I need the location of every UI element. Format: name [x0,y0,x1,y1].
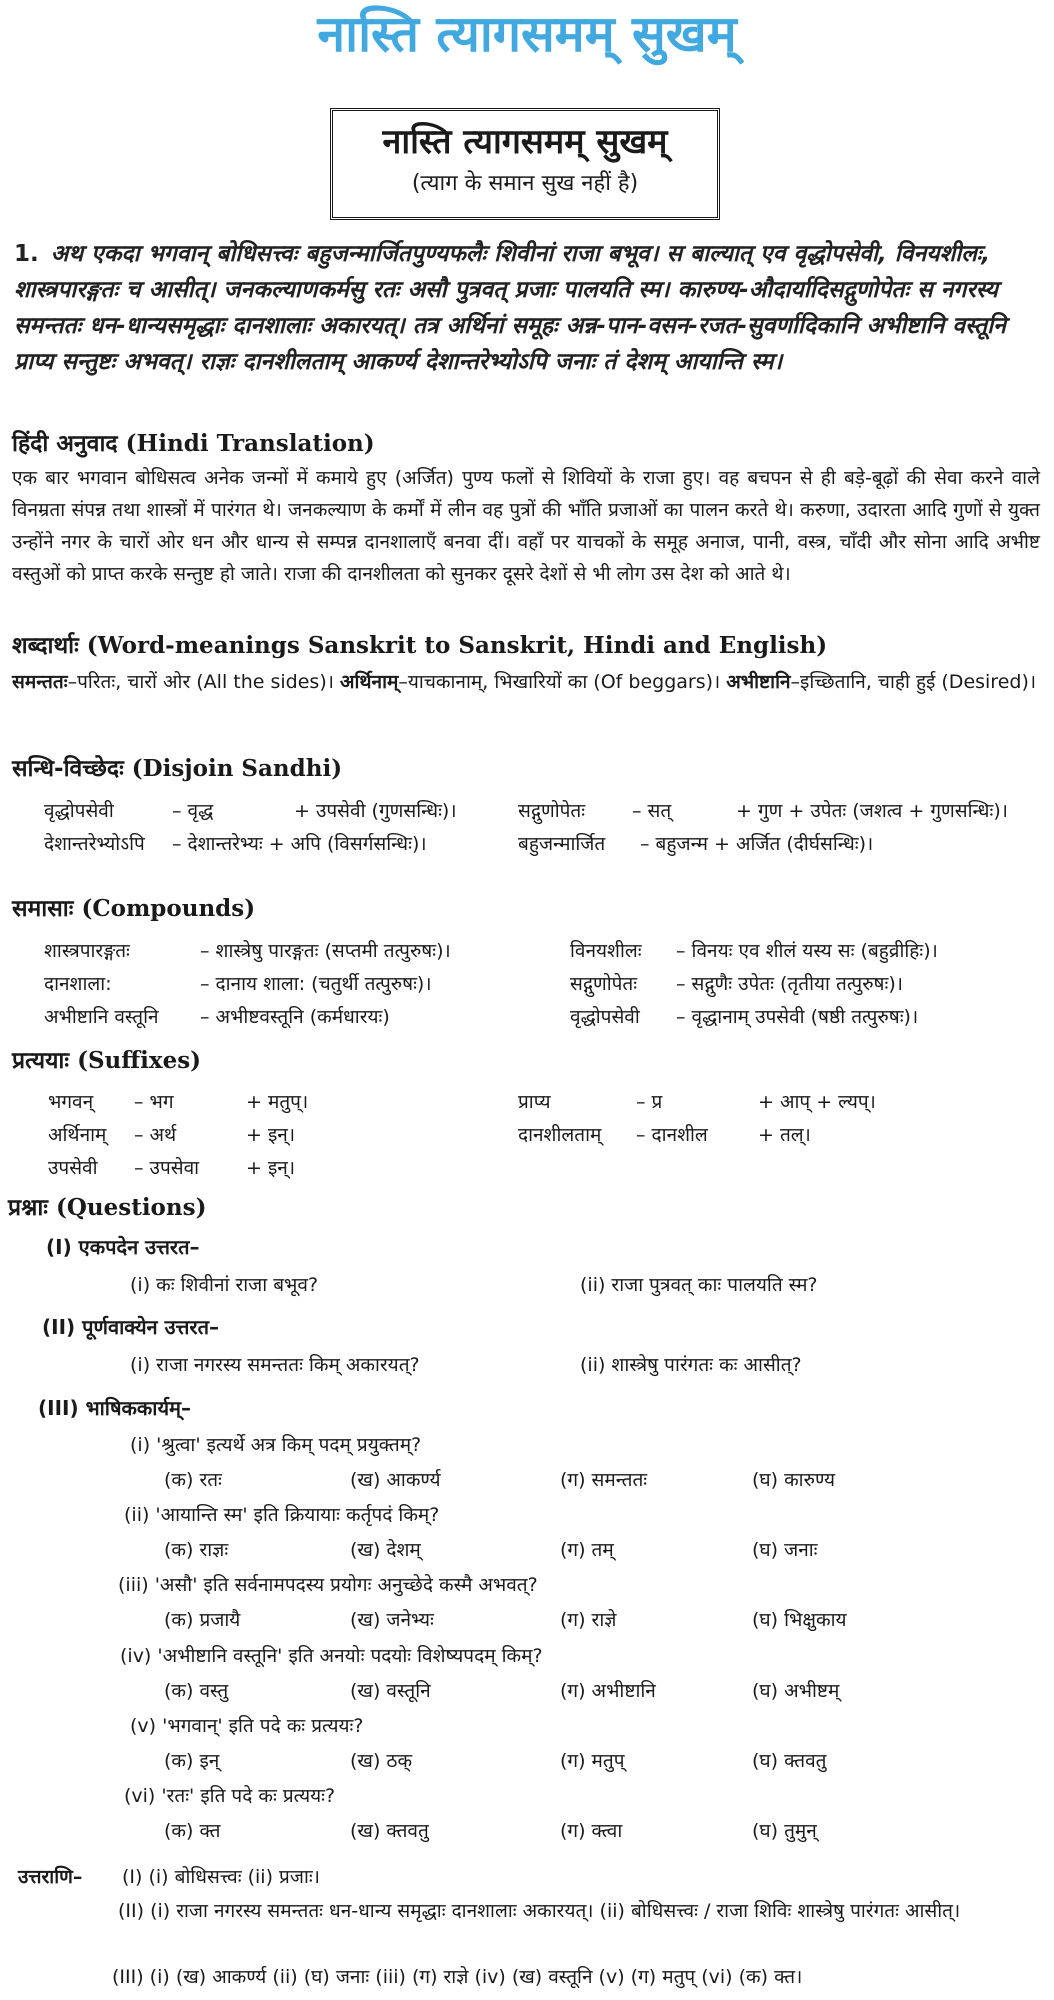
sandhi-word: सद्गुणोपेतः [518,800,586,822]
suffix-word: अर्थिनाम् [48,1124,107,1146]
word: समन्ततः [12,671,68,693]
compound-word: दानशाला: [44,973,112,995]
one-word-heading: (I) एकपदेन उत्तरत– [46,1235,200,1259]
suffix-suffix: + इन्। [246,1124,296,1146]
option: (ग) क्त्वा [560,1820,623,1842]
page-title: नास्ति त्यागसमम् सुखम् [317,5,737,63]
suffix-row [0,1152,1054,1184]
compound-explanation: – सद्गुणैः उपेतः (तृतीया तत्पुरुषः)। [676,973,903,995]
suffix-base: – उपसेवा [134,1157,200,1179]
compound-row [0,935,1054,967]
answer-3: (III) (i) (ख) आकर्ण्य (ii) (घ) जनाः (iii) (ग) राज्ञे (iv) (ख) वस्तूनि (v) (ग) मतुप् (vi) (क) क्त। [112,1966,803,1988]
answers-label: उत्तराणि– [18,1866,83,1888]
answer-2: (II) (i) राजा नगरस्य समन्ततः धन-धान्य समृद्धाः दानशालाः अकारयत्। (ii) बोधिसत्त्वः / राजा शिविः शास्त्रेषु पारंगतः आसीत्। [118,1900,961,1922]
option: (घ) भिक्षुकाय [752,1609,847,1631]
option: (क) क्त [164,1820,221,1842]
suffix-word: उपसेवी [48,1157,98,1179]
compound-word: शास्त्रपारङ्गतः [44,940,130,962]
word: अभीष्टानि [726,671,791,693]
suffixes-heading [12,1045,201,1077]
heading-en: (Questions) [55,1194,207,1221]
suffix-row [0,1119,1054,1151]
suffix-word: भगवन् [48,1091,94,1113]
compound-explanation: – विनयः एव शीलं यस्य सः (बहुव्रीहिः)। [676,940,938,962]
option: (क) इन् [164,1750,220,1772]
heading-hi: प्रत्ययाः [12,1048,70,1074]
meaning: –याचकानाम्, भिखारियों का (Of beggars)। [398,671,721,693]
question-item: (v) 'भगवान्' इति पदे कः प्रत्ययः? [130,1715,364,1737]
option: (क) प्रजायै [164,1609,241,1631]
sandhi-word: वृद्धोपसेवी [44,800,114,822]
option: (क) रतः [164,1469,222,1491]
suffix-word: प्राप्य [518,1091,551,1113]
chapter-box [330,108,720,220]
question-item: (iv) 'अभीष्टानि वस्तूनि' इति अनयोः पदयोः विशेष्यपदम् किम्? [120,1645,543,1667]
question-item: (i) 'श्रुत्वा' इत्यर्थे अत्र किम् पदम् प्रयुक्तम्? [130,1434,422,1456]
option: (ख) वस्तूनि [350,1680,431,1702]
option: (घ) तुमुन् [752,1820,817,1842]
compound-word: वृद्धोपसेवी [570,1006,640,1028]
compound-row [0,968,1054,1000]
compounds-heading [12,893,255,925]
passage-number: 1. [14,241,39,267]
option: (क) राज्ञः [164,1539,229,1561]
heading-hi: शब्दार्थाः [12,633,79,659]
compound-word: विनयशीलः [570,940,642,962]
suffix-suffix: + तल्। [758,1124,811,1146]
option: (ख) देशम् [350,1539,421,1561]
suffix-row [0,1086,1054,1118]
question-item: (ii) 'आयान्ति स्म' इति क्रियायाः कर्तृपदं किम्? [124,1504,440,1526]
hindi-translation-text: एक बार भगवान बोधिसत्व अनेक जन्मों में कमाये हुए (अर्जित) पुण्य फलों से शिवियों के राजा हुए। वह बचपन से ही बड़े-बूढ़ों की सेवा करने वाले विनम्रता संपन्न तथा शास्त्रों में पारंगत थे। जनकल्याण के कर्मों में लीन वह पुत्रों की भाँति प्रजाओं का पालन करते थे। करुणा, उदारता आदि गुणों से युक्त उन्होंने नगर के चारों ओर धन और धान्य से सम्पन्न दानशालाएँ बनवा दीं। वहाँ पर याचकों के समूह अनाज, पानी, वस्त्र, चाँदी और सोना आदि अभीष्ट वस्तुओं को प्राप्त करके सन्तुष्ट हो जाते। राजा की दानशीलता को सुनकर दूसरे देशों से भी लोग उस देश को आते थे। [12,467,1040,585]
question-item: (ii) राजा पुत्रवत् काः पालयति स्म? [580,1274,818,1296]
compound-explanation: – अभीष्टवस्तूनि (कर्मधारयः) [200,1006,390,1028]
question-item: (ii) शास्त्रेषु पारंगतः कः आसीत्? [580,1354,802,1376]
hindi-translation-heading [12,428,375,460]
passage-text: अथ एकदा भगवान् बोधिसत्त्वः बहुजन्मार्जितपुण्यफलैः शिवीनां राजा बभूव। स बाल्यात् एव वृद्धोपसेवी, विनयशीलः, शास्त्रपारङ्गतः च आसीत्। जनकल्याणकर्मसु रतः असौ पुत्रवत् प्रजाः पालयति स्म। कारुण्य-औदार्यादिसद्गुणोपेतः स नगरस्य समन्ततः धन-धान्यसमृद्धाः दानशालाः अकारयत्। तत्र अर्थिनां समूहः अन्न-पान-वसन-रजत-सुवर्णादिकानि अभीष्टानि वस्तूनि प्राप्य सन्तुष्टः अभवत्। राज्ञः दानशीलताम् आकर्ण्य देशान्तरेभ्योऽपि जनाः तं देशम् आयान्ति स्म। [14,241,1006,375]
option: (घ) जनाः [752,1539,818,1561]
compound-word: अभीष्टानि वस्तूनि [44,1006,159,1028]
option: (घ) अभीष्टम् [752,1680,840,1702]
word: अर्थिनाम् [339,671,399,693]
suffix-base: – भग [134,1091,174,1113]
option: (ग) समन्ततः [560,1469,648,1491]
heading-en: (Disjoin Sandhi) [131,755,343,782]
suffix-word: दानशीलताम् [518,1124,602,1146]
compound-row [0,1001,1054,1033]
meaning: –इच्छितानि, चाही हुई (Desired)। [790,671,1037,693]
option: (क) वस्तु [164,1680,229,1702]
sandhi-part: – देशान्तरेभ्यः + अपि (विसर्गसन्धिः)। [172,833,427,855]
option: (ख) जनेभ्यः [350,1609,434,1631]
heading-en: (Suffixes) [77,1047,202,1074]
sandhi-part: – बहुजन्म + अर्जित (दीर्घसन्धिः)। [640,833,874,855]
sandhi-row [0,828,1054,860]
heading-hi: हिंदी अनुवाद [12,431,118,457]
compound-explanation: – दानाय शाला: (चतुर्थी तत्पुरुषः)। [200,973,432,995]
suffix-base: – अर्थ [134,1124,177,1146]
sandhi-part: – वृद्ध [172,800,214,822]
compound-word: सद्गुणोपेतः [570,973,638,995]
suffix-suffix: + आप् + ल्यप्। [758,1091,876,1113]
suffix-base: – दानशील [636,1124,708,1146]
sandhi-part: – सत् [632,800,672,822]
option: (ग) तम् [560,1539,614,1561]
compound-explanation: – वृद्धानाम् उपसेवी (षष्ठी तत्पुरुषः)। [676,1006,919,1028]
option: (ग) राज्ञे [560,1609,617,1631]
sandhi-part: + उपसेवी (गुणसन्धिः)। [294,800,457,822]
questions-heading [8,1192,206,1224]
option: (ग) अभीष्टानि [560,1680,656,1702]
question-item: (i) राजा नगरस्य समन्ततः किम् अकारयत्? [130,1354,420,1376]
option: (ख) ठक् [350,1750,413,1772]
compound-explanation: – शास्त्रेषु पारङ्गतः (सप्तमी तत्पुरुषः)। [200,940,451,962]
suffix-suffix: + मतुप्। [246,1091,309,1113]
passage [14,236,1040,380]
answer-1: (I) (i) बोधिसत्त्वः (ii) प्रजाः। [122,1866,320,1888]
heading-hi: सन्धि-विच्छेदः [12,756,124,782]
chapter-subtitle: (त्याग के समान सुख नहीं है) [411,171,639,196]
question-item: (vi) 'रतः' इति पदे कः प्रत्ययः? [124,1785,336,1807]
question-item: (iii) 'असौ' इति सर्वनामपदस्य प्रयोगः अनुच्छेदे कस्मै अभवत्? [118,1574,538,1596]
full-sentence-heading: (II) पूर्णवाक्येन उत्तरत– [42,1315,219,1339]
option: (ख) आकर्ण्य [350,1469,441,1491]
heading-en: (Word-meanings Sanskrit to Sanskrit, Hindi and English) [86,632,828,659]
sandhi-word: देशान्तरेभ्योऽपि [44,833,145,855]
heading-hi: समासाः [12,896,74,922]
question-item: (i) कः शिवीनां राजा बभूव? [130,1274,319,1296]
suffix-base: – प्र [636,1091,663,1113]
sandhi-heading [12,753,342,785]
heading-en: (Hindi Translation) [125,430,375,457]
option: (ख) क्तवतु [350,1820,429,1842]
heading-hi: प्रश्नाः [8,1195,48,1221]
heading-en: (Compounds) [81,895,256,922]
sandhi-row [0,795,1054,827]
chapter-heading: नास्ति त्यागसमम् सुखम् [382,122,668,162]
sandhi-part: + गुण + उपेतः (जशत्व + गुणसन्धिः)। [736,800,1008,822]
option: (घ) क्तवतु [752,1750,827,1772]
word-meanings-list [12,666,1040,698]
option: (घ) कारुण्य [752,1469,836,1491]
language-work-heading: (III) भाषिककार्यम्– [38,1396,192,1420]
suffix-suffix: + इन्। [246,1157,296,1179]
option: (ग) मतुप् [560,1750,625,1772]
sandhi-word: बहुजन्मार्जित [518,833,606,855]
word-meanings-heading [12,630,827,662]
meaning: –परितः, चारों ओर (All the sides)। [67,671,334,693]
